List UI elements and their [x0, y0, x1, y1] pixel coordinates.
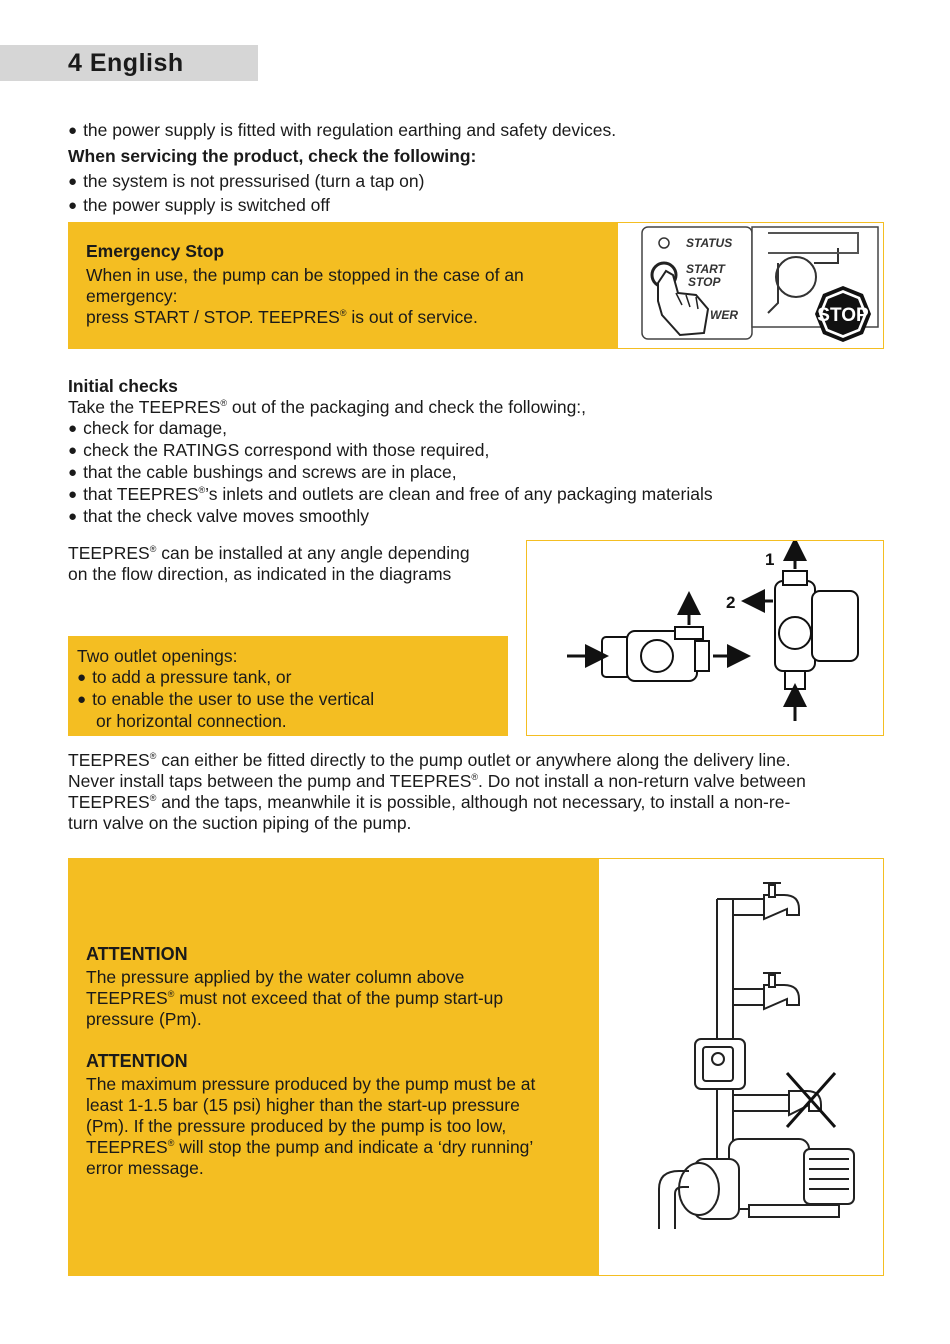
outlet-openings-box	[68, 636, 508, 736]
flow-diagram	[526, 540, 884, 736]
stop-sign-text: STOP	[817, 305, 869, 326]
section-header	[0, 45, 258, 81]
power-label: WER	[710, 308, 738, 322]
vertical-unit-diagram	[775, 571, 858, 689]
emergency-text: emergency:	[86, 286, 178, 306]
attention-text: The pressure applied by the water column above	[86, 967, 465, 987]
initial-checks-heading: Initial checks	[68, 376, 178, 396]
attention-text: TEEPRES® must not exceed that of the pump start-up	[86, 988, 504, 1008]
control-panel-illustration	[618, 223, 883, 348]
emergency-illustration	[617, 222, 884, 349]
status-label: STATUS	[686, 236, 733, 250]
emergency-text: When in use, the pump can be stopped in the case of an	[86, 265, 524, 285]
diagram-label-2: 2	[726, 593, 736, 612]
pump-installation-illustration	[598, 858, 884, 1276]
outlet-item: ● to add a pressure tank, or	[77, 667, 502, 689]
outlets-title: Two outlet openings:	[77, 646, 238, 666]
servicing-heading: When servicing the product, check the following:	[68, 146, 477, 166]
outlet-item-cont: or horizontal connection.	[96, 711, 287, 731]
check-item: ● that the cable bushings and screws are in place,	[68, 462, 908, 484]
check-item: ● check the RATINGS correspond with those required,	[68, 440, 908, 462]
intro-block	[68, 120, 888, 217]
attention-heading: ATTENTION	[86, 944, 188, 964]
intro-bullet: ● the system is not pressurised (turn a tap on)	[68, 171, 888, 193]
installation-paragraph: TEEPRES® can either be fitted directly to the pump outlet or anywhere along the delivery line. Never install taps between the pump and TEEPRES®. Do not install a non-return valve between TEEPRES® and the taps, meanwhile it is possible, although not necessary, to install a non-re- turn valve on the suction piping of the pump.	[68, 750, 806, 833]
intro-bullet: ● the power supply is switched off	[68, 195, 888, 217]
attention-text: (Pm). If the pressure produced by the pump is too low,	[86, 1116, 507, 1136]
attention-box	[68, 858, 599, 1276]
emergency-stop-box	[68, 222, 618, 349]
check-item: ● that the check valve moves smoothly	[68, 506, 908, 528]
attention-heading: ATTENTION	[86, 1051, 188, 1071]
attention-text: pressure (Pm).	[86, 1009, 202, 1029]
initial-checks	[68, 376, 908, 528]
initial-checks-intro: Take the TEEPRES® out of the packaging and check the following:,	[68, 397, 587, 417]
angle-text: TEEPRES® can be installed at any angle depending on the flow direction, as indicated in the diagrams	[68, 543, 470, 584]
attention-text: The maximum pressure produced by the pump must be at	[86, 1074, 536, 1094]
emergency-text: press START / STOP. TEEPRES® is out of service.	[86, 307, 478, 327]
horizontal-unit-diagram	[602, 627, 709, 681]
stop-label: STOP	[688, 275, 721, 289]
attention-text: TEEPRES® will stop the pump and indicate a ‘dry running’	[86, 1137, 534, 1157]
intro-bullet: ● the power supply is fitted with regulation earthing and safety devices.	[68, 120, 888, 142]
check-item: ● that TEEPRES®’s inlets and outlets are clean and free of any packaging materials	[68, 484, 908, 506]
diagram-label-1: 1	[765, 550, 775, 569]
emergency-heading: Emergency Stop	[86, 241, 225, 261]
check-item: ● check for damage,	[68, 418, 908, 440]
start-label: START	[686, 262, 725, 276]
section-title: 4 English	[68, 49, 184, 77]
attention-text: error message.	[86, 1158, 204, 1178]
attention-text: least 1-1.5 bar (15 psi) higher than the start-up pressure	[86, 1095, 520, 1115]
outlet-item: ● to enable the user to use the vertical	[77, 689, 502, 711]
